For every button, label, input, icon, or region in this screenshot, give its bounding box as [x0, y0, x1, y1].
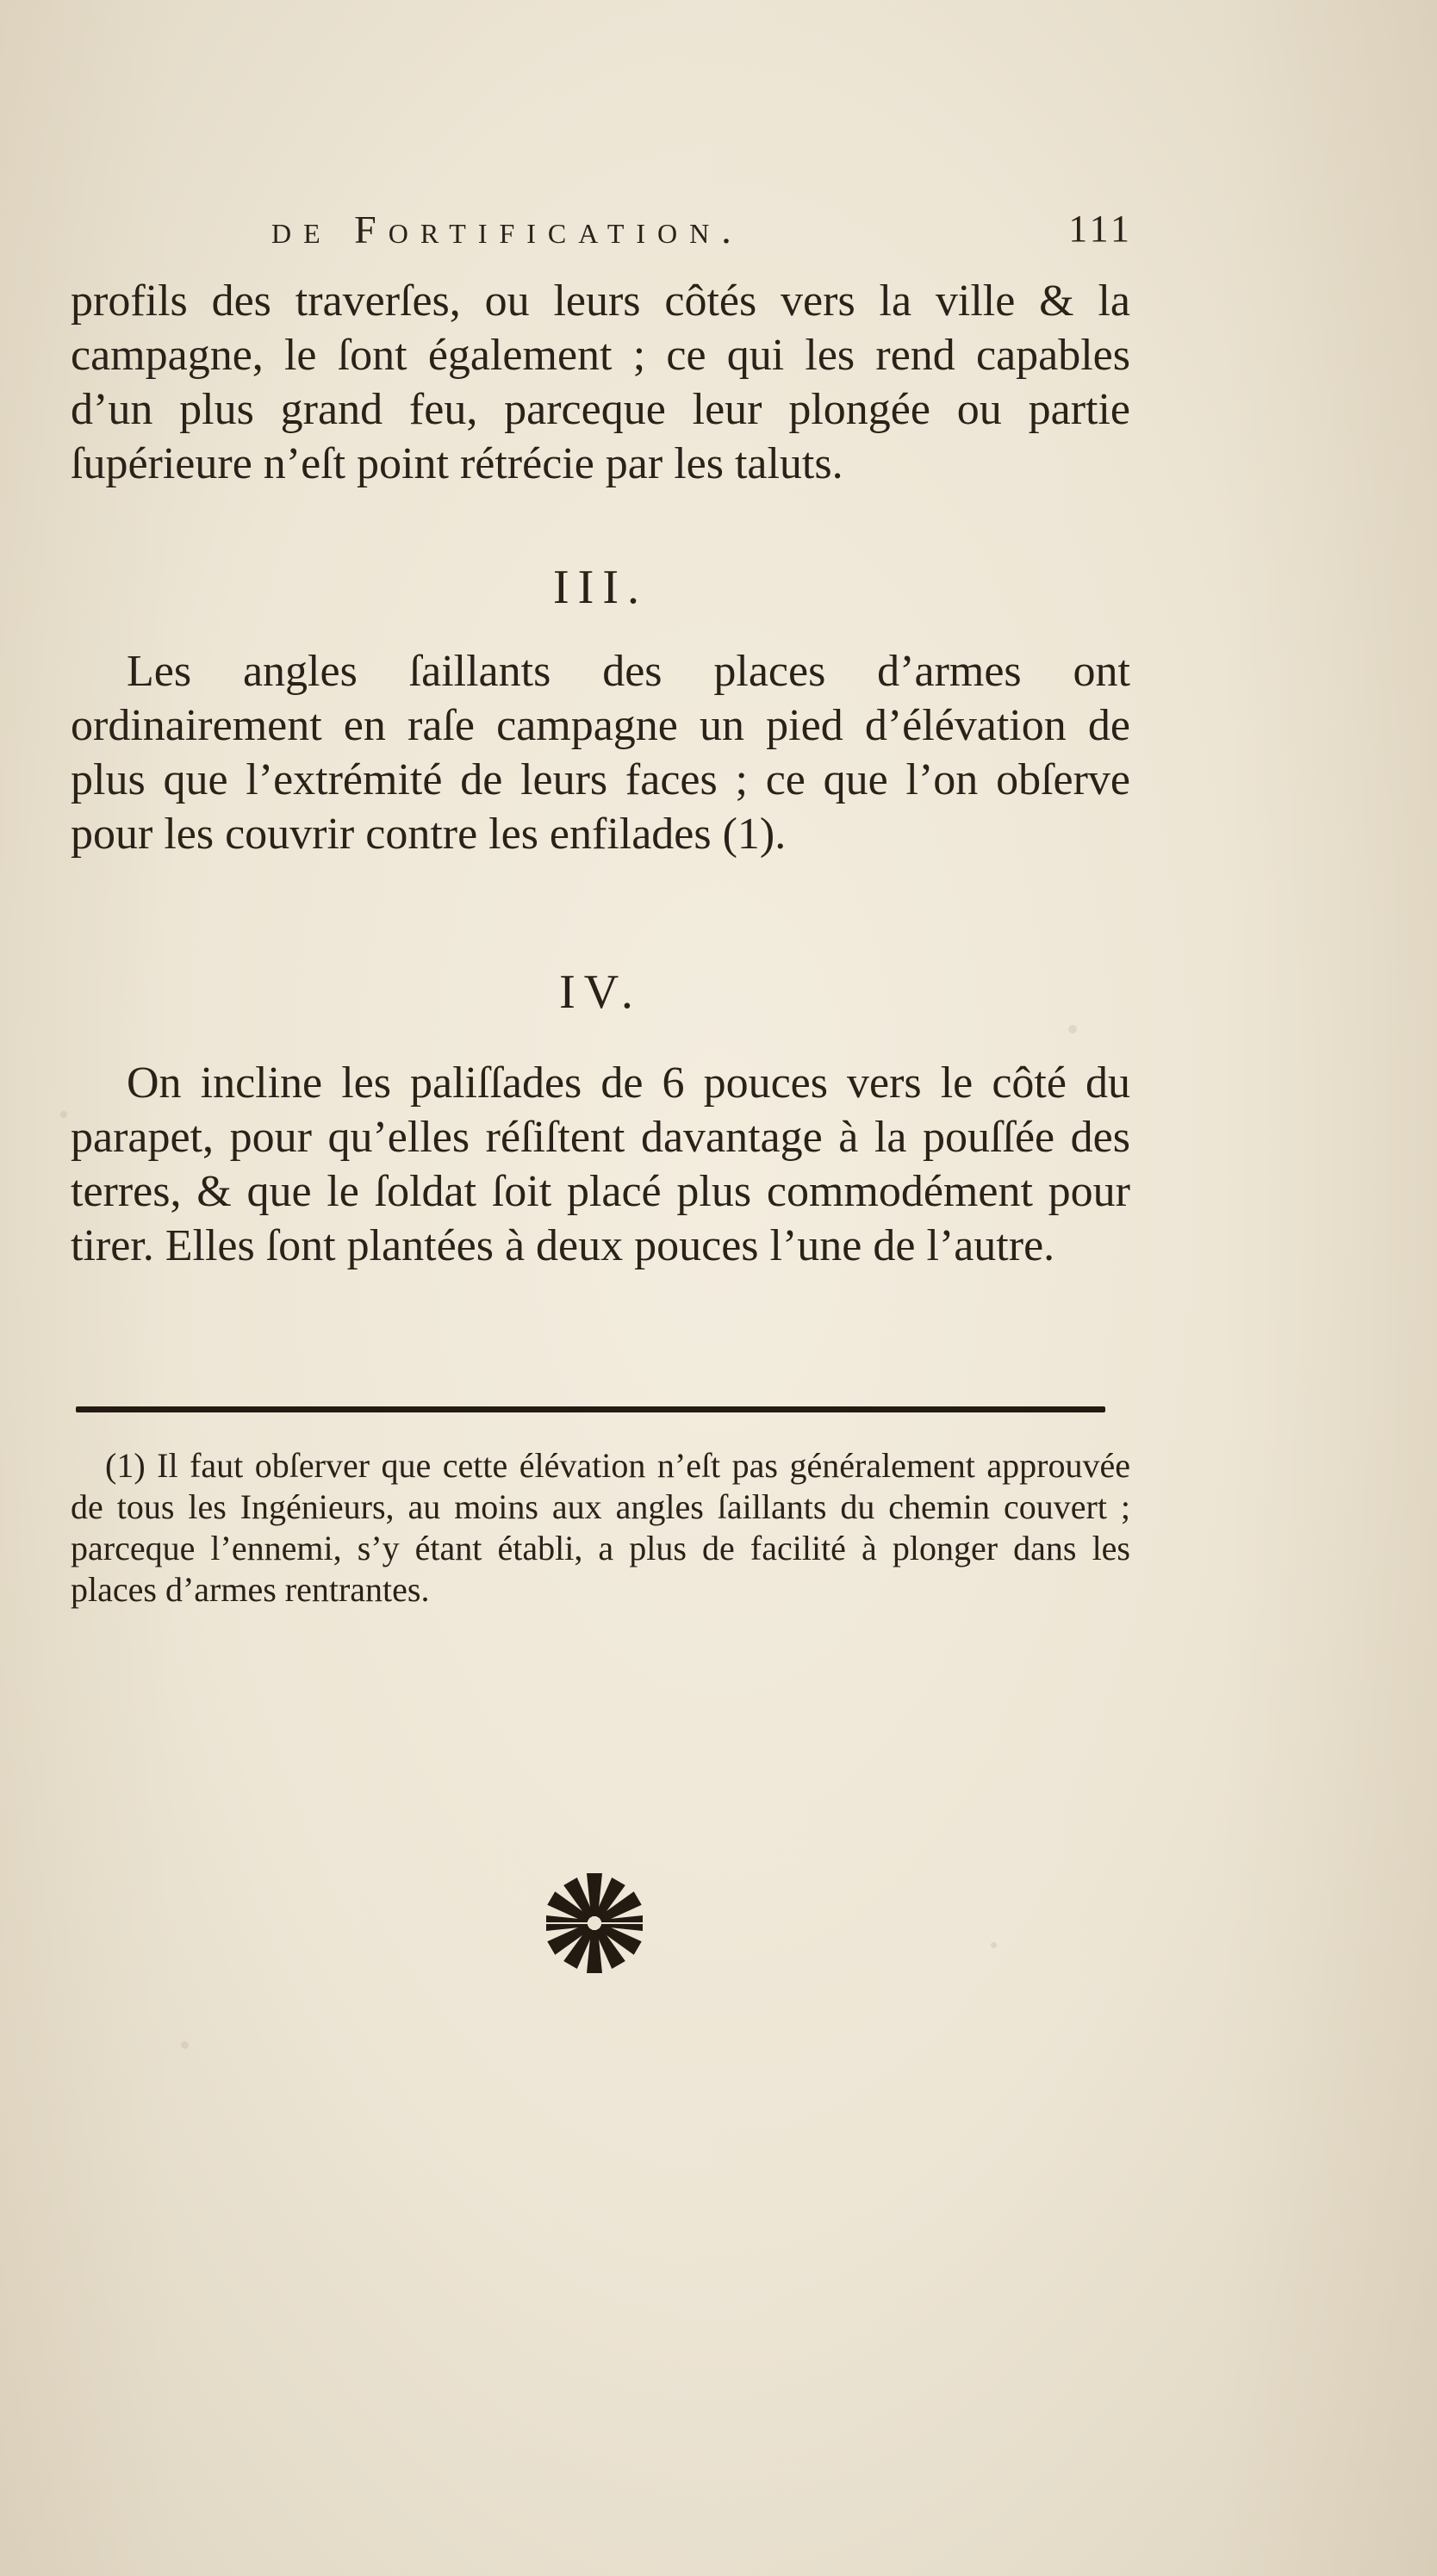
paragraph-2: Les angles ſaillants des places d’armes ont ordinairement en raſe campagne un pied d’élévation de plus que l’extrémité de leurs faces ; ce que l’on obſerve pour les couvrir contre les enfilades (1). [71, 647, 1130, 859]
section-number-3: III. [553, 561, 648, 614]
running-header [271, 207, 1133, 267]
paragraph-3: On incline les paliſſades de 6 pouces vers le côté du parapet, pour qu’elles réſiſtent davantage à la pouſſée des terres, & que le ſoldat ſoit placé plus commodément pour tirer. Elles ſont plantées à deux pouces l’une de l’autre. [71, 1058, 1130, 1270]
fleuron-ornament-icon [538, 1867, 650, 1979]
footnote [71, 1445, 1130, 1611]
paragraph-1: profils des traverſes, ou leurs côtés vers la ville & la campagne, le ſont également ; ce qui les rend capables d’un plus grand feu, parceque leur plongée ou partie ſupérieure n’eſt point rétrécie par les taluts. [71, 276, 1130, 488]
paper-spot [1068, 1025, 1077, 1034]
footnote-marker: (1) [105, 1446, 146, 1485]
running-title: de Fortification. [271, 208, 743, 251]
footnote-text: Il faut obſerver que cette élévation n’eſt pas généralement approuvée de tous les Ingénieurs, au moins aux angles ſaillants du chemin couvert ; parceque l’ennemi, s’y étant établi, a plus de facilité à plonger dans les places d’armes rentrantes. [71, 1446, 1130, 1609]
paper-spot [60, 1111, 67, 1118]
footnote-rule [76, 1406, 1105, 1412]
paper-spot [181, 2041, 189, 2049]
paper-spot [991, 1942, 997, 1948]
section-number-4: IV. [559, 965, 642, 1019]
page-number: 111 [1068, 208, 1133, 250]
